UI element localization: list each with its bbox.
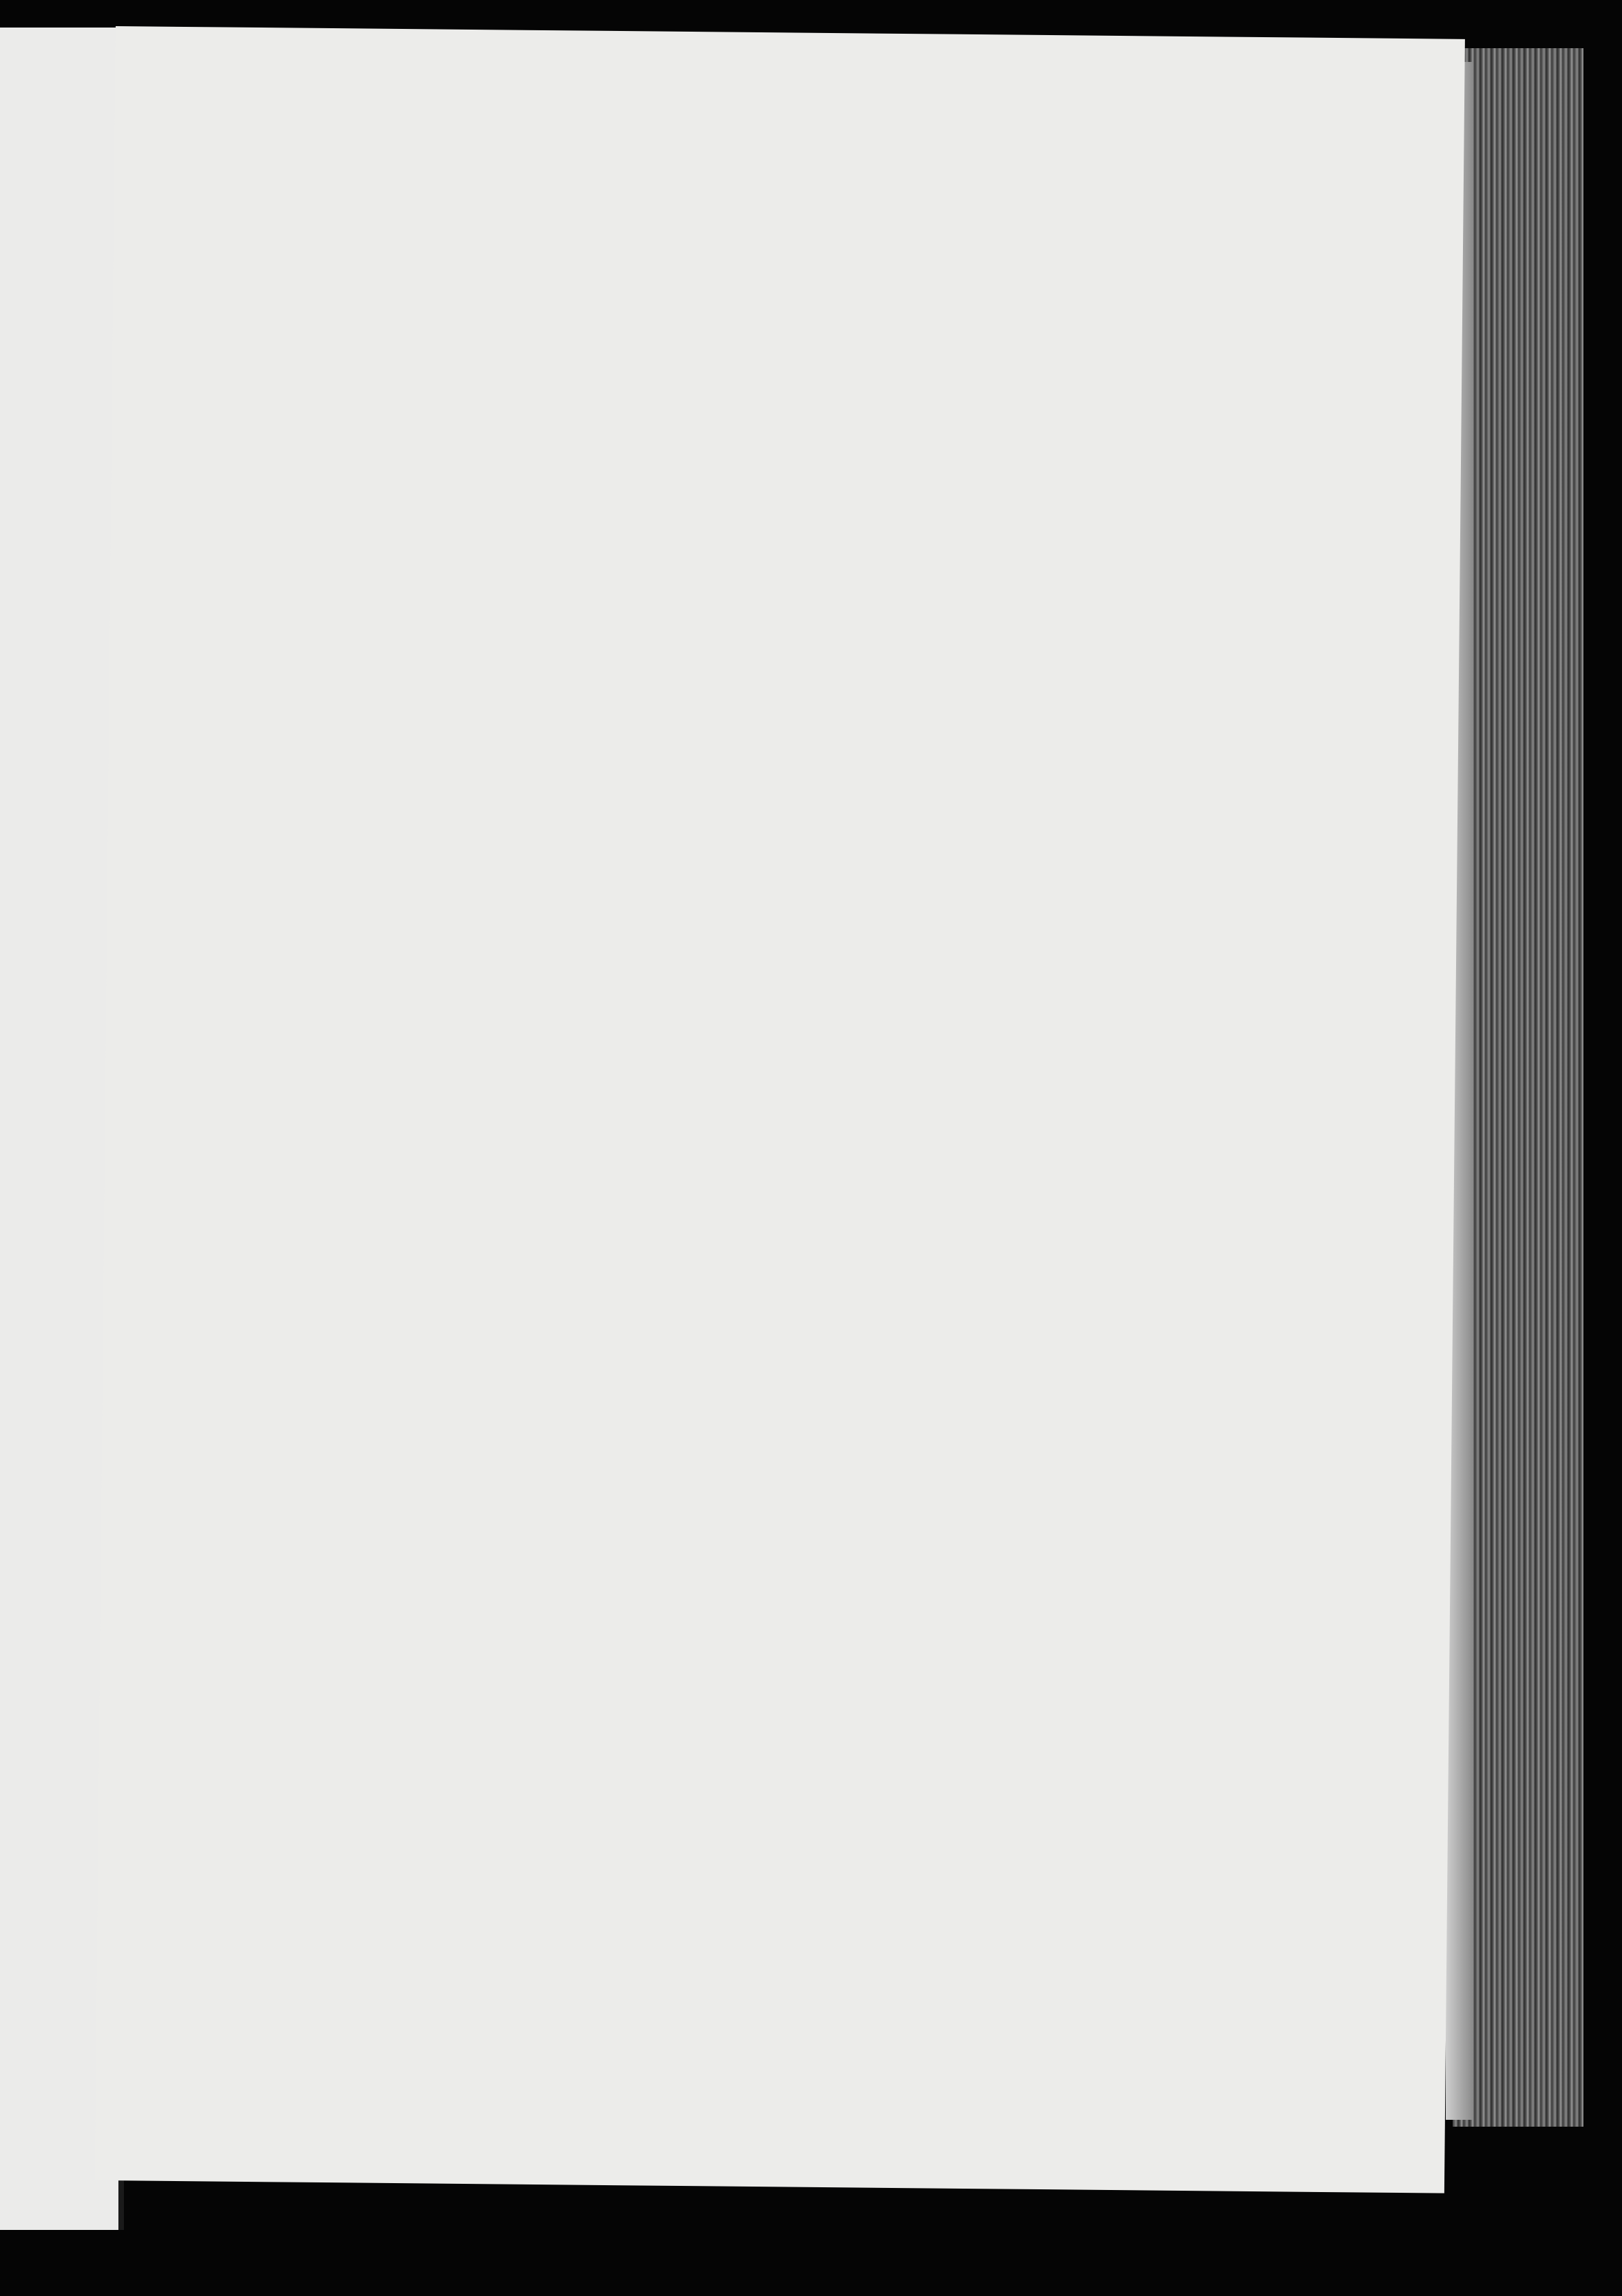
section-subtitle <box>207 1269 1267 1279</box>
book-page <box>95 26 1465 2193</box>
section-title <box>207 1211 1267 1221</box>
running-header <box>244 234 1318 244</box>
entry-list-top <box>116 26 1465 39</box>
entry-list-bottom <box>116 26 1465 39</box>
